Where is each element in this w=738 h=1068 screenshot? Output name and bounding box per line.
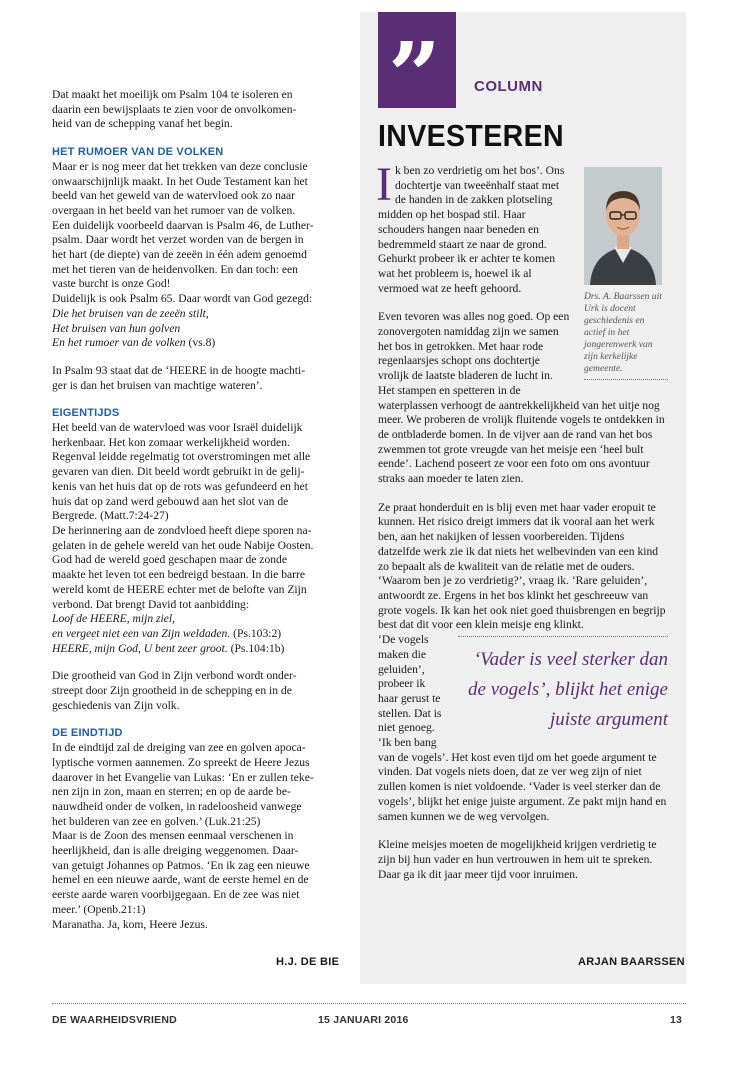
column-paragraph: Kleine meisjes moeten de mogelijkheid krijgen verdrietig te zijn bij hun vader en hun vertrouwen in hem uit te spreken. Daar ga ik dit jaar meer tijd voor inruimen. — [378, 838, 657, 881]
section-heading-rumoer: HET RUMOER VAN DE VOLKEN — [52, 146, 224, 159]
article-left-column: Dat maakt het moeilijk om Psalm 104 te isoleren en daarin een bewijsplaats te zien voor de onvolkomen- heid van de schepping vanaf het begin. HET RUMOER VAN DE VOLKEN Maar er is nog meer dat het trekken van deze conclusie onwaarschijnlijk maakt. In het Oude Testament kan het beeld van het geweld van de watervloed ook zo naar overgaan in het beeld van het rumoer van de volken. Een duidelijk voorbeeld daarvan is Psalm 46, de Luther- psalm. Daar wordt het verzet worden van de bergen in het hart (de diepte) van de zeeën in één adem genoemd met het tieren van de heidenvolken. En dan toch: een vaste burcht is onze God! Duidelijk is ook Psalm 65. Daar wordt van God gezegd: Die het bruisen van de zeeën stilt, Het bruisen van hun golven En het rumoer van de volken (vs.8) In Psalm 93 staat dat de ‘HEERE in de hoogte machti- ger is dan het bruisen van machtige wateren’. EIGENTIJDS Het beeld van de watervloed was voor Israël duidelijk herkenbaar. Het kon zomaar werkelijkheid worden. Regenval leidde regelmatig tot overstromingen met alle gevaren van dien. Dit beeld wordt gebruikt in de gelij- kenis van het huis dat op de rots was gefundeerd en het huis dat op zand werd gebouwd aan het slot van de Bergrede. (Matt.7:24-27) De herinnering aan de zondvloed heeft diepe sporen na- gelaten in de gehele wereld van het oude Nabije Oosten. God had de wereld goed geschapen maar de zonde maakte het leven tot een bedreigd bestaan. In die barre wereld komt de HEERE echter met de belofte van Zijn verbond. Dat brengt David tot aanbidding: Loof de HEERE, mijn ziel, en vergeet niet een van Zijn weldaden. (Ps.103:2) HEERE, mijn God, U bent zeer groot. (Ps.104:1b) Die grootheid van God in Zijn verbond wordt onder- streept door Zijn grootheid in de schepping en in de geschiedenis van Zijn volk. DE EINDTIJD In de eindtijd zal de dreiging van zee en golven apoca- lyptische vormen aannemen. Zo spreekt de Heere Jezus daarover in het Evangelie van Lukas: ‘En er zullen teke- nen zijn in zon, maan en sterren; en op de aarde be- nauwdheid onder de volken, in radeloosheid vanwege het bulderen van zee en golven.’ (Luk.21:25) Maar is de Zoon des mensen eenmaal verschenen in heerlijkheid, dan is alle dreiging weggenomen. Daar- van getuigt Johannes op Patmos. ‘En ik zag een nieuwe hemel en een nieuwe aarde, want de eerste hemel en de eerste aarde waren voorbijgegaan. En de zee was niet meer.’ (Openb.21:1) Maranatha. Ja, kom, Heere Jezus. — [52, 88, 334, 932]
quotation-mark-icon: ” — [388, 22, 441, 130]
section-body-eindtijd: In de eindtijd zal de dreiging van zee en golven apoca- lyptische vormen aannemen. Zo spreekt de Heere Jezus daarover in het Evangelie van Lukas: ‘En er zullen teke- nen zijn in zon, maan en sterren; en op de aarde be- nauwdheid onder de volken, in radeloosheid vanwege het bulderen van zee en golven.’ (Luk.21:25) Maar is de Zoon des mensen eenmaal verschenen in heerlijkheid, dan is alle dreiging weggenomen. Daar- van getuigt Johannes op Patmos. ‘En ik zag een nieuwe hemel en een nieuwe aarde, want de eerste hemel en de eerste aarde waren voorbijgegaan. En de zee was niet meer.’ (Openb.21:1) Maranatha. Ja, kom, Heere Jezus. — [52, 741, 314, 931]
column-paragraph: ‘De vogels maken die geluiden’, probeer ik haar gerust te stellen. Dat is niet genoeg. ‘Ik ben bang van de vogels’. Het kost even tijd om het goede argument te vinden. Dat vogels niets doen, dat ze ver weg zijn of niet zullen komen is niet voldoende. ‘Vader is veel sterker dan de vogels’, blijkt het enige juiste argument. Ze pakt mijn hand en samen kunnen we de weg vervolgen. — [378, 633, 667, 823]
psalm-reference: (Ps.103:2) — [230, 626, 282, 640]
section-body-eigentijds: Het beeld van de watervloed was voor Israël duidelijk herkenbaar. Het kon zomaar werkelijkheid worden. Regenval leidde regelmatig tot overstromingen met alle gevaren van dien. Dit beeld wordt gebruikt in de gelij- kenis van het huis dat op de rots was gefundeerd en het huis dat op zand werd gebouwd aan het slot van de Bergrede. (Matt.7:24-27) De herinnering aan de zondvloed heeft diepe sporen na- gelaten in de gehele wereld van het oude Nabije Oosten. God had de wereld goed geschapen maar de zonde maakte het leven tot een bedreigd bestaan. In die barre wereld komt de HEERE echter met de belofte van Zijn verbond. Dat brengt David tot aanbidding: Loof de HEERE, mijn ziel, en vergeet niet een van Zijn weldaden. (Ps.103:2) HEERE, mijn God, U bent zeer groot. (Ps.104:1b) — [52, 421, 334, 656]
author-caption: Drs. A. Baarssen uit Urk is docent geschiedenis en actief in het jongerenwerk van zijn kerkelijke gemeente. — [584, 291, 668, 380]
psalm-quote-line: En het rumoer van de volken — [52, 336, 186, 350]
drop-cap: I — [376, 158, 392, 211]
section-body-rumoer: Maar er is nog meer dat het trekken van deze conclusie onwaarschijnlijk maakt. In het Oude Testament kan het beeld van het geweld van de watervloed ook zo naar overgaan in het beeld van het rumoer van de volken. Een duidelijk voorbeeld daarvan is Psalm 46, de Luther- psalm. Daar wordt het verzet worden van de bergen in het hart (de diepte) van de zeeën in één adem genoemd met het tieren van de heidenvolken. En dan toch: een vaste burcht is onze God! Duidelijk is ook Psalm 65. Daar wordt van God gezegd: Die het bruisen van de zeeën stilt, Het bruisen van hun golven En het rumoer van de volken (vs.8) — [52, 160, 334, 351]
author-byline-right: ARJAN BAARSSEN — [578, 956, 685, 968]
column-title: INVESTEREN — [378, 118, 564, 153]
psalm-reference: (Ps.104:1b) — [227, 641, 285, 655]
psalm-reference: (vs.8) — [185, 336, 216, 350]
footer-publication: DE WAARHEIDSVRIEND — [52, 1014, 177, 1026]
psalm-quote-line: en vergeet niet een van Zijn weldaden. — [52, 626, 231, 640]
column-paragraph: ‘Waarom ben je zo verdrietig?’, vraag ik. ‘Rare geluiden’, antwoordt ze. Ergens in het bos klinkt het geschreeuw van grote vogels. Ik kan het ook niet goed thuisbrengen en begrijp best dat dit voor een klein meisje eng klinkt. — [378, 574, 666, 632]
column-kicker: COLUMN — [474, 78, 543, 95]
psalm-quote-line: Het bruisen van hun golven — [52, 321, 181, 335]
psalm-quote-line: Loof de HEERE, mijn ziel, — [52, 612, 176, 626]
intro-paragraph: Dat maakt het moeilijk om Psalm 104 te isoleren en daarin een bewijsplaats te zien voor de onvolkomen- heid van de schepping vanaf het begin. — [52, 88, 297, 131]
column-paragraph: Ik ben zo verdrietig om het bos’. Ons dochtertje van tweeënhalf staat met de handen in de zakken plotseling midden op het bospad stil. Haar schouders hangen naar beneden en bedremmeld staart ze naar de grond. Gehurkt probeer ik er achter te komen wat het probleem is, hoewel ik al vermoed wat ze heeft gehoord. — [376, 158, 565, 295]
footer-divider — [52, 1003, 686, 1004]
footer-date: 15 JANUARI 2016 — [318, 1014, 409, 1026]
author-photo-block — [584, 167, 668, 380]
column-paragraph: Ze praat honderduit en is blij even met haar vader eropuit te kunnen. Het risico dreigt immers dat ik vooral aan het werk ben, aan het nakijken of lessen voorbereiden. Tijdens datzelfde werk zie ik dat niets het welbevinden van een kind zo bepaalt als de kwaliteit van de relatie met de ouders. — [378, 500, 659, 573]
portrait-illustration — [584, 167, 662, 285]
psalm-quote-line: HEERE, mijn God, U bent zeer groot. — [52, 641, 228, 655]
page-number: 13 — [670, 1014, 683, 1026]
section-heading-eigentijds: EIGENTIJDS — [52, 407, 120, 420]
author-photo — [584, 167, 662, 285]
column-paragraph: Even tevoren was alles nog goed. Op een zonovergoten namiddag zijn we samen het bos in getrokken. Met haar rode regenlaarsjes schopt ons dochtertje vrolijk de laatste bladeren de lucht in. Het stampen en spetteren in de waterplassen verhoogt de aantrekkelijkheid van het uitje nog meer. We proberen de vrolijk fluitende vogels te ontdekken in de ontbladerde bomen. In de vijver aan de rand van het bos zwemmen tot grote vreugde van het meisje een ‘heel bult eende’. Lachend poseert ze voor een foto om ons avontuur straks aan moeder te laten zien. — [378, 310, 665, 486]
author-byline-left: H.J. DE BIE — [276, 956, 340, 968]
psalm-quote-line: Die het bruisen van de zeeën stilt, — [52, 306, 209, 320]
pull-quote: ‘Vader is veel sterker dan de vogels’, blijkt het enige juiste argument — [458, 636, 668, 735]
section-heading-eindtijd: DE EINDTIJD — [52, 727, 123, 740]
column-body — [376, 158, 668, 882]
